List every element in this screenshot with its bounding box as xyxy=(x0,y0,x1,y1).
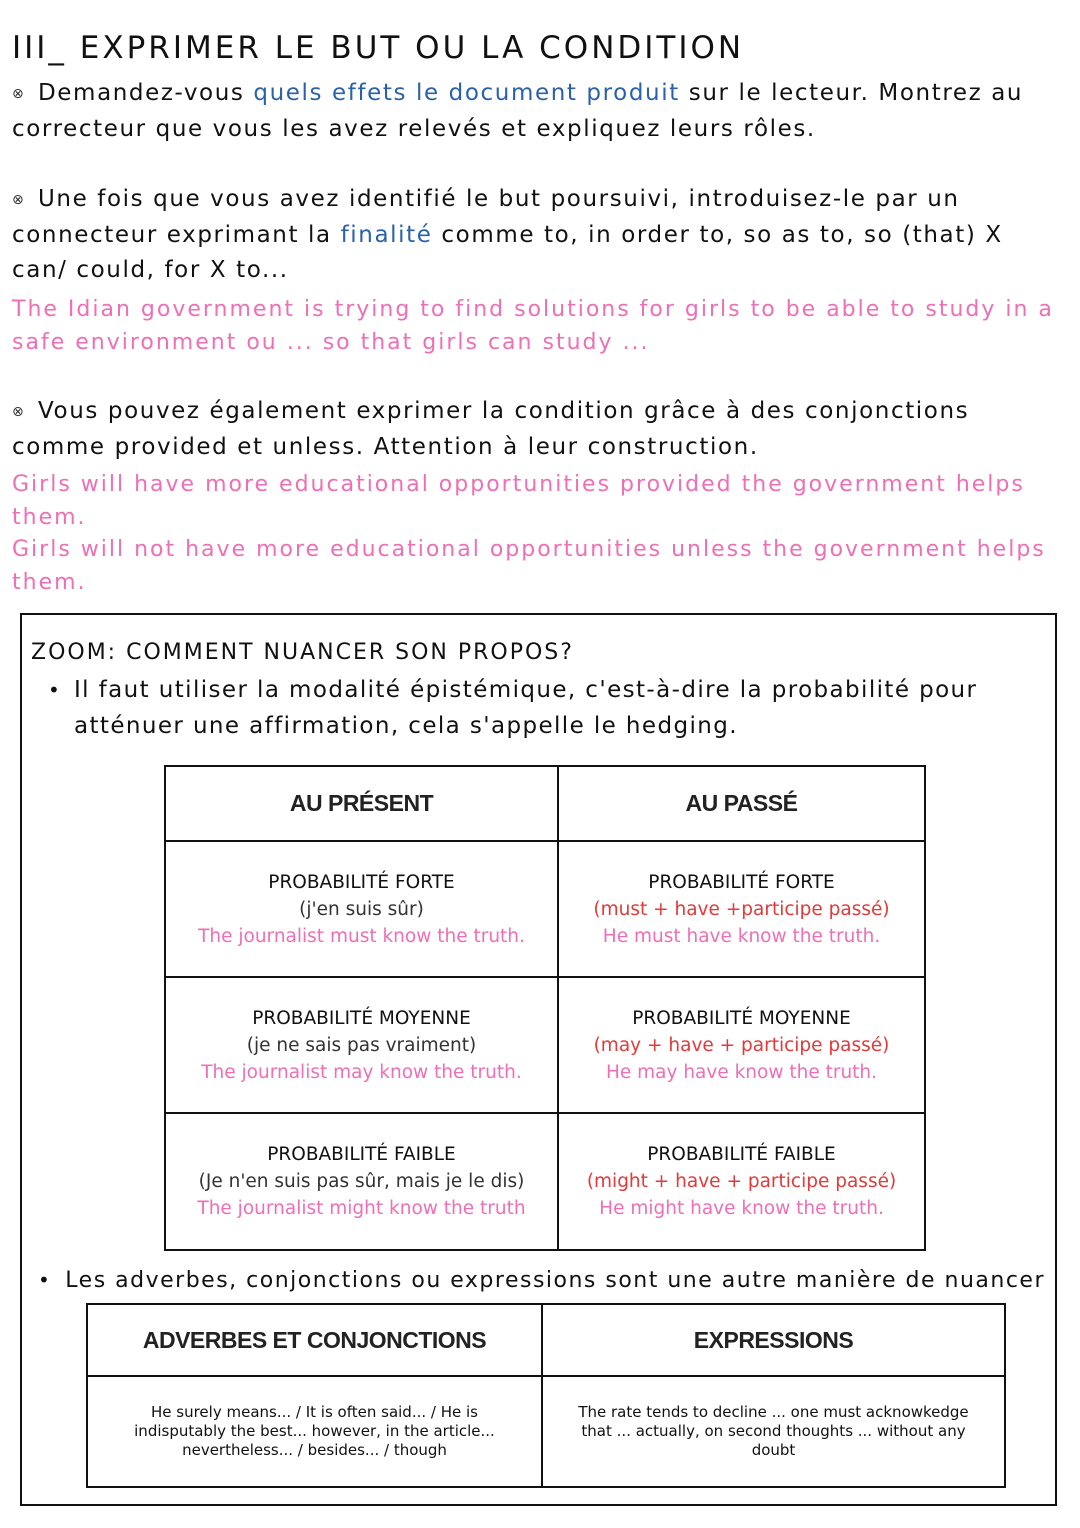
cell-present-medium: PROBABILITÉ MOYENNE (je ne sais pas vraiment) The journalist may know the truth. xyxy=(165,977,558,1113)
adverbs-table-header xyxy=(87,1304,1005,1376)
cell-present-weak: PROBABILITÉ FAIBLE (Je n'en suis pas sûr, mais je le dis) The journalist might know the truth xyxy=(165,1113,558,1250)
section-title: III_ EXPRIMER LE BUT OU LA CONDITION xyxy=(12,30,745,66)
bullet-icon: ⊗ xyxy=(12,192,26,208)
bullet-icon: ⊗ xyxy=(12,404,26,420)
paragraph-effects: ⊗ Demandez-vous quels effets le document produit sur le lecteur. Montrez au correcteur que vous les avez relevés et expliquez leurs rôles. xyxy=(12,76,1062,147)
paragraph-purpose: ⊗ Une fois que vous avez identifié le but poursuivi, introduisez-le par un connecteur exprimant la finalité comme to, in order to, so as to, so (that) X can/ could, for X to... xyxy=(12,182,1062,288)
cell-expressions: The rate tends to decline ... one must acknowkedge that ... actually, on second thoughts ... without any doubt xyxy=(542,1376,1005,1487)
header-present: AU PRÉSENT xyxy=(165,766,558,841)
paragraph-condition: ⊗ Vous pouvez également exprimer la condition grâce à des conjonctions comme provided et unless. Attention à leur construction. xyxy=(12,394,1062,465)
cell-adverbs: He surely means... / It is often said... / He is indisputably the best... however, in the article... nevertheless... / besides... / though xyxy=(87,1376,542,1487)
cell-past-strong: PROBABILITÉ FORTE (must + have +participe passé) He must have know the truth. xyxy=(558,841,925,977)
highlight-finalite: finalité xyxy=(340,222,433,248)
zoom-title: ZOOM: COMMENT NUANCER SON PROPOS? xyxy=(31,640,574,665)
bullet-dot-icon: • xyxy=(48,678,62,702)
modality-table-header xyxy=(165,766,925,841)
bullet-dot-icon: • xyxy=(38,1268,52,1292)
example-provided: Girls will have more educational opportunities provided the government helps them. xyxy=(12,472,1025,530)
header-adverbs: ADVERBES ET CONJONCTIONS xyxy=(87,1304,542,1376)
cell-past-medium: PROBABILITÉ MOYENNE (may + have + participe passé) He may have know the truth. xyxy=(558,977,925,1113)
table-row xyxy=(165,977,925,1113)
example-purpose: The Idian government is trying to find solutions for girls to be able to study in a safe environment ou ... so that girls can study ... xyxy=(12,297,1054,355)
zoom-bullet-hedging: • Il faut utiliser la modalité épistémique, c'est-à-dire la probabilité pour atténuer une affirmation, cela s'appelle le hedging. xyxy=(48,672,1048,744)
cell-present-strong: PROBABILITÉ FORTE (j'en suis sûr) The journalist must know the truth. xyxy=(165,841,558,977)
table-row xyxy=(165,841,925,977)
header-expressions: EXPRESSIONS xyxy=(542,1304,1005,1376)
adverbs-table xyxy=(86,1303,1006,1488)
zoom-bullet-adverbs: • Les adverbes, conjonctions ou expressions sont une autre manière de nuancer xyxy=(38,1268,1045,1293)
bullet-icon: ⊗ xyxy=(12,86,26,102)
table-row xyxy=(165,1113,925,1250)
cell-past-weak: PROBABILITÉ FAIBLE (might + have + participe passé) He might have know the truth. xyxy=(558,1113,925,1250)
header-past: AU PASSÉ xyxy=(558,766,925,841)
example-unless: Girls will not have more educational opportunities unless the government helps them. xyxy=(12,537,1046,595)
highlight-effects: quels effets le document produit xyxy=(253,80,680,106)
modality-table xyxy=(164,765,926,1251)
table-row xyxy=(87,1376,1005,1487)
